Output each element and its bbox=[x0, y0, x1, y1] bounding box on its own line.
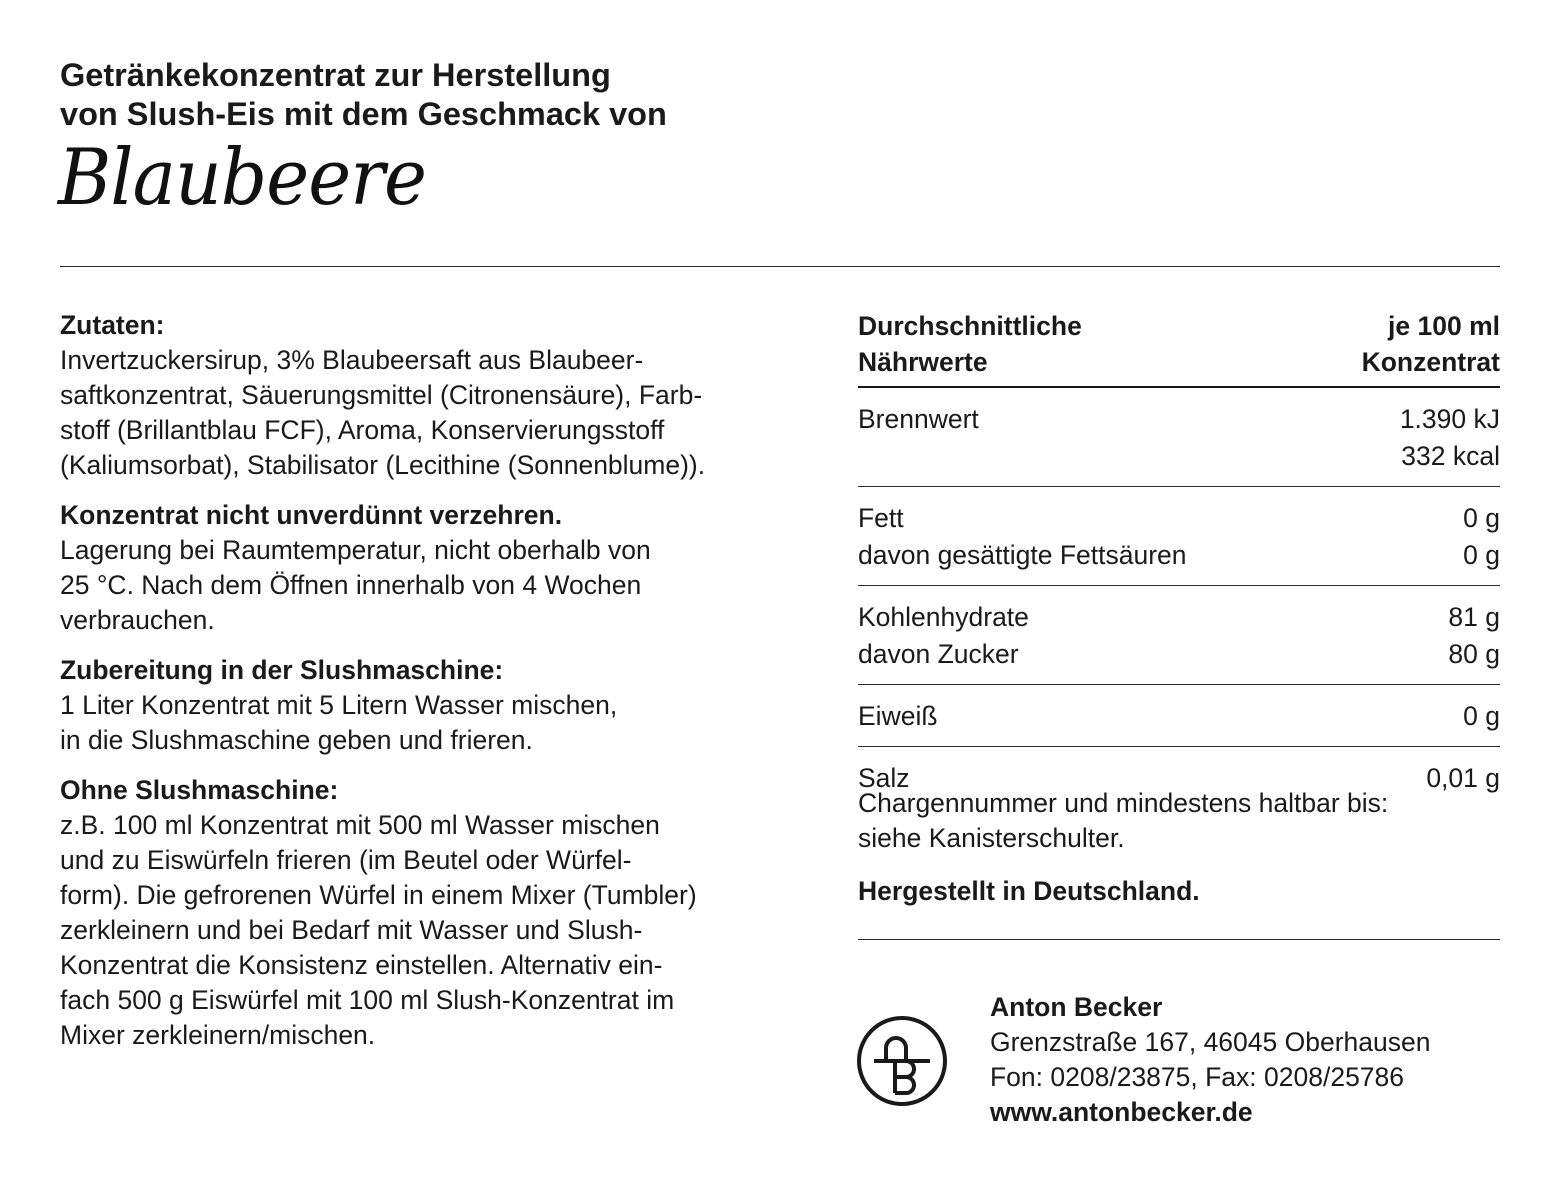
company-phone: Fon: 0208/23875, Fax: 0208/25786 bbox=[990, 1062, 1405, 1092]
bottom-divider bbox=[858, 939, 1500, 940]
prep-no-machine-line: Konzentrat die Konsistenz einstellen. Alternativ ein- bbox=[60, 950, 663, 980]
prep-no-machine-line: fach 500 g Eiswürfel mit 100 ml Slush-Konzentrat im bbox=[60, 985, 675, 1015]
table-row bbox=[858, 537, 1500, 574]
header-right-line: Konzentrat bbox=[1361, 347, 1500, 377]
prep-machine-heading: Zubereitung in der Slushmaschine: bbox=[60, 655, 504, 685]
table-row bbox=[858, 438, 1500, 475]
table-row bbox=[858, 698, 1500, 735]
energy-group bbox=[858, 388, 1500, 487]
prep-machine-line: in die Slushmaschine geben und frieren. bbox=[60, 725, 533, 755]
storage-heading: Konzentrat nicht unverdünnt verzehren. bbox=[60, 500, 563, 530]
batch-notes bbox=[858, 786, 1508, 856]
prep-machine-line: 1 Liter Konzentrat mit 5 Litern Wasser mischen, bbox=[60, 690, 618, 720]
prep-no-machine-heading: Ohne Slushmaschine: bbox=[60, 775, 339, 805]
table-row bbox=[858, 599, 1500, 636]
ingredients-line: (Kaliumsorbat), Stabilisator (Lecithine (Sonnenblume)). bbox=[60, 450, 706, 480]
prep-no-machine-section bbox=[60, 773, 820, 1053]
table-row bbox=[858, 500, 1500, 537]
nutrition-header bbox=[858, 308, 1500, 388]
prep-no-machine-line: form). Die gefrorenen Würfel in einem Mixer (Tumbler) bbox=[60, 880, 697, 910]
fat-group bbox=[858, 487, 1500, 586]
protein-group bbox=[858, 685, 1500, 747]
anton-becker-ab-monogram-icon bbox=[856, 1015, 948, 1107]
top-divider bbox=[60, 266, 1500, 267]
table-row bbox=[858, 636, 1500, 673]
prep-machine-section bbox=[60, 653, 820, 758]
sat-fat-label: davon gesättigte Fettsäuren bbox=[858, 540, 1187, 570]
prep-no-machine-line: Mixer zerkleinern/mischen. bbox=[60, 1020, 376, 1050]
company-block bbox=[990, 990, 1430, 1130]
fat-label: Fett bbox=[858, 503, 904, 533]
batch-note-line: Chargennummer und mindestens haltbar bis: bbox=[858, 788, 1389, 818]
energy-label: Brennwert bbox=[858, 404, 979, 434]
company-name: Anton Becker bbox=[990, 992, 1163, 1022]
protein-value: 0 g bbox=[1463, 701, 1500, 731]
nutrition-table bbox=[858, 308, 1500, 808]
ingredients-line: saftkonzentrat, Säuerungsmittel (Citronensäure), Farb- bbox=[60, 380, 703, 410]
energy-kj-value: 1.390 kJ bbox=[1399, 404, 1500, 434]
prep-no-machine-line: und zu Eiswürfeln frieren (im Beutel oder Würfel- bbox=[60, 845, 632, 875]
ingredients-line: stoff (Brillantblau FCF), Aroma, Konservierungsstoff bbox=[60, 415, 665, 445]
salt-label: Salz bbox=[858, 763, 910, 793]
storage-line: Lagerung bei Raumtemperatur, nicht oberhalb von bbox=[60, 535, 651, 565]
carbs-group bbox=[858, 586, 1500, 685]
headline-line-1: Getränkekonzentrat zur Herstellung bbox=[60, 57, 611, 93]
protein-label: Eiweiß bbox=[858, 701, 938, 731]
sugar-label: davon Zucker bbox=[858, 639, 1019, 669]
ingredients-section bbox=[60, 308, 820, 483]
prep-no-machine-line: zerkleinern und bei Bedarf mit Wasser und Slush- bbox=[60, 915, 643, 945]
batch-note-line: siehe Kanisterschulter. bbox=[858, 823, 1125, 853]
fat-value: 0 g bbox=[1463, 503, 1500, 533]
header-left-line: Durchschnittliche bbox=[858, 311, 1082, 341]
header-right-line: je 100 ml bbox=[1388, 311, 1500, 341]
storage-section bbox=[60, 498, 820, 638]
storage-line: verbrauchen. bbox=[60, 605, 215, 635]
headline-line-2: von Slush-Eis mit dem Geschmack von bbox=[60, 96, 667, 132]
made-in-label: Hergestellt in Deutschland. bbox=[858, 876, 1200, 906]
product-info-column bbox=[60, 308, 820, 1068]
table-row bbox=[858, 401, 1500, 438]
sugar-value: 80 g bbox=[1448, 639, 1500, 669]
flavor-name: Blaubeere bbox=[58, 133, 427, 223]
prep-no-machine-line: z.B. 100 ml Konzentrat mit 500 ml Wasser mischen bbox=[60, 810, 660, 840]
carbs-label: Kohlenhydrate bbox=[858, 602, 1029, 632]
carbs-value: 81 g bbox=[1448, 602, 1500, 632]
nutrition-header-left bbox=[858, 308, 1082, 380]
company-website-link[interactable]: www.antonbecker.de bbox=[990, 1097, 1253, 1127]
storage-line: 25 °C. Nach dem Öffnen innerhalb von 4 Wochen bbox=[60, 570, 642, 600]
energy-kcal-value: 332 kcal bbox=[1401, 441, 1500, 471]
salt-value: 0,01 g bbox=[1426, 763, 1500, 793]
nutrition-header-right bbox=[1362, 308, 1500, 380]
header-left-line: Nährwerte bbox=[858, 347, 988, 377]
ingredients-line: Invertzuckersirup, 3% Blaubeersaft aus Blaubeer- bbox=[60, 345, 644, 375]
company-address: Grenzstraße 167, 46045 Oberhausen bbox=[990, 1027, 1431, 1057]
product-headline bbox=[60, 56, 960, 134]
sat-fat-value: 0 g bbox=[1463, 540, 1500, 570]
ingredients-heading: Zutaten: bbox=[60, 310, 165, 340]
